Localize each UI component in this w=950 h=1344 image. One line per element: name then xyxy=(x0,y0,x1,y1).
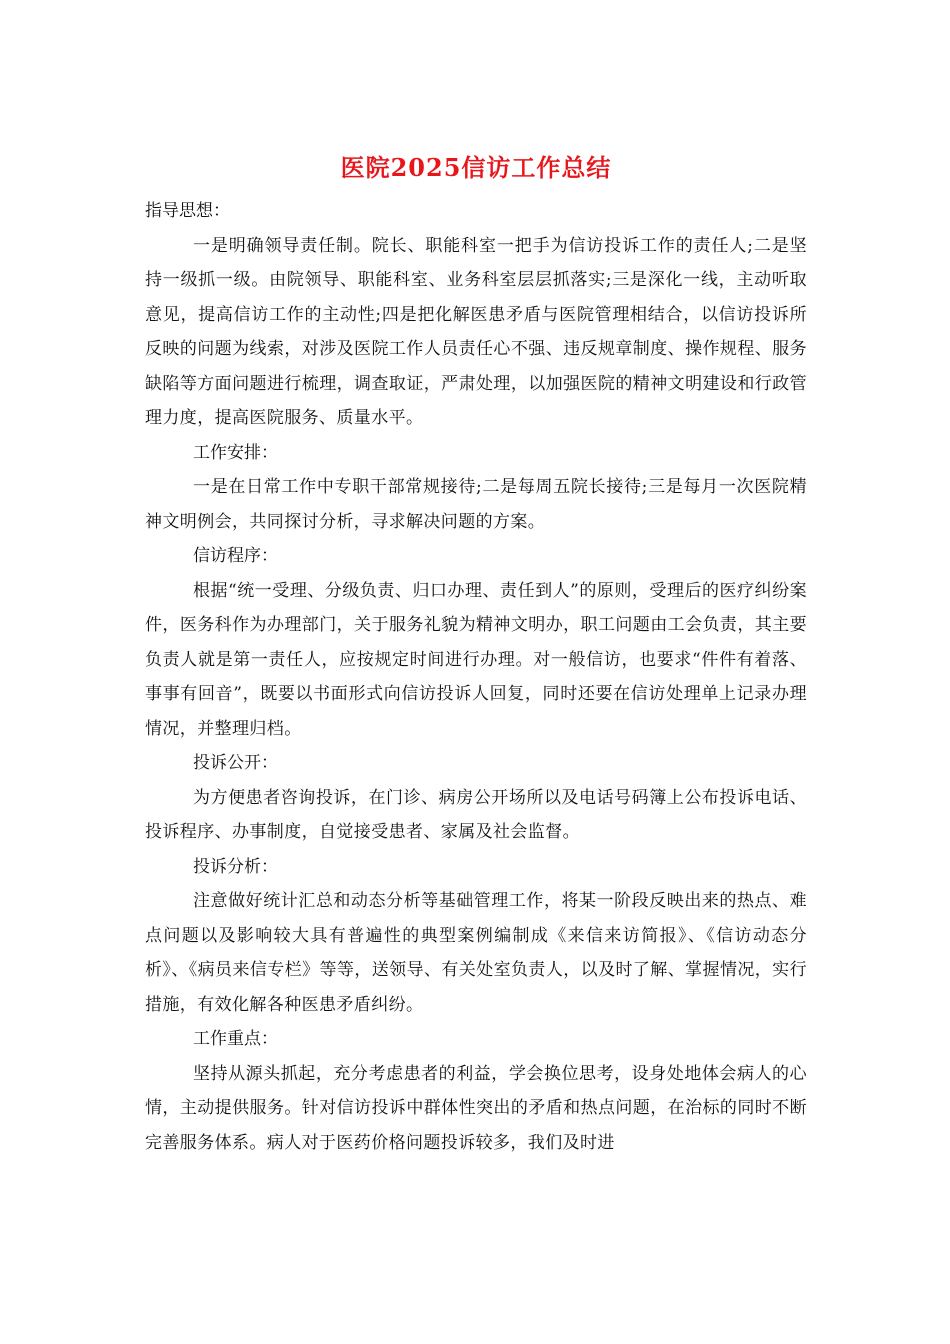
section-paragraph-complaint-disclosure: 为方便患者咨询投诉，在门诊、病房公开场所以及电话号码簿上公布投诉电话、投诉程序、办事制度，自觉接受患者、家属及社会监督。 xyxy=(145,787,807,842)
section-label-petition-procedure: 信访程序： xyxy=(193,546,278,566)
document-title: 医院2025信访工作总结 xyxy=(340,153,612,182)
section-paragraph-work-focus: 坚持从源头抓起，充分考虑患者的利益，学会换位思考，设身处地体会病人的心情，主动提供服务。针对信访投诉中群体性突出的矛盾和热点问题，在治标的同时不断完善服务体系。病人对于医药价格问题投诉较多，我们及时进 xyxy=(145,1063,807,1153)
section-paragraph-petition-procedure: 根据“统一受理、分级负责、归口办理、责任到人”的原则，受理后的医疗纠纷案件，医务科作为办理部门，关于服务礼貌为精神文明办，职工问题由工会负责，其主要负责人就是第一责任人，应按规定时间进行办理。对一般信访，也要求“件件有着落、事事有回音”，既要以书面形式向信访投诉人回复，同时还要在信访处理单上记录办理情况，并整理归档。 xyxy=(145,580,807,739)
document-page xyxy=(145,150,807,1160)
section-label-work-arrangement: 工作安排： xyxy=(193,442,278,463)
section-label-complaint-disclosure: 投诉公开： xyxy=(193,753,278,773)
section-label-work-focus: 工作重点： xyxy=(193,1029,278,1049)
section-label-guiding-ideology: 指导思想： xyxy=(145,201,230,221)
section-label-complaint-analysis: 投诉分析： xyxy=(193,856,278,877)
section-paragraph-work-arrangement: 一是在日常工作中专职干部常规接待;二是每周五院长接待;三是每月一次医院精神文明例会，共同探讨分析，寻求解决问题的方案。 xyxy=(145,477,807,532)
section-paragraph-guiding-ideology: 一是明确领导责任制。院长、职能科室一把手为信访投诉工作的责任人;二是坚持一级抓一级。由院领导、职能科室、业务科室层层抓落实;三是深化一线，主动听取意见，提高信访工作的主动性;四是把化解医患矛盾与医院管理相结合，以信访投诉所反映的问题为线索，对涉及医院工作人员责任心不强、违反规章制度、操作规程、服务缺陷等方面问题进行梳理，调查取证，严肃处理，以加强医院的精神文明建设和行政管理力度，提高医院服务、质量水平。 xyxy=(145,235,807,428)
section-paragraph-complaint-analysis: 注意做好统计汇总和动态分析等基础管理工作，将某一阶段反映出来的热点、难点问题以及影响较大具有普遍性的典型案例编制成《来信来访简报》、《信访动态分析》、《病员来信专栏》等等，送领导、有关处室负责人，以及时了解、掌握情况，实行措施，有效化解各种医患矛盾纠纷。 xyxy=(145,891,807,1015)
